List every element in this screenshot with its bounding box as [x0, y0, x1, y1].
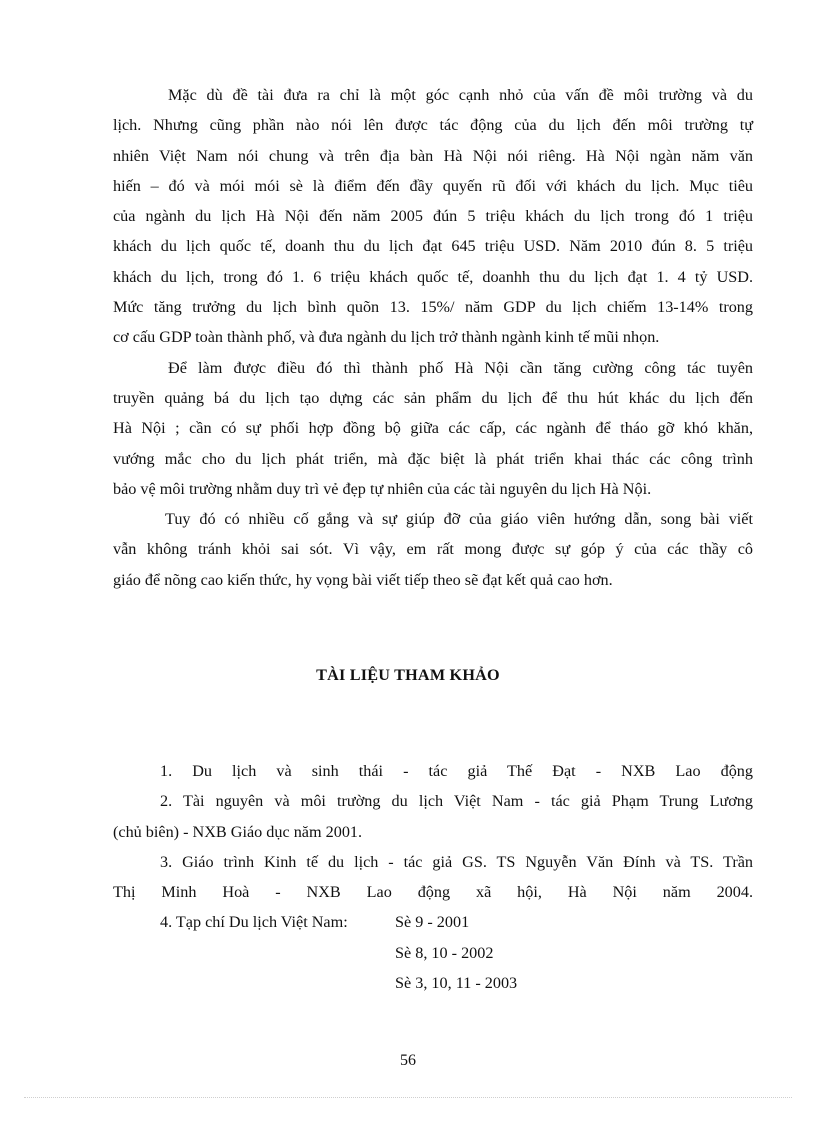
text-line: khách du lịch quốc tế, doanh thu du lịch đạt 645 triệu USD. Năm 2010 đún 8. 5 triệu: [113, 237, 753, 256]
text-line: cơ cấu GDP toàn thành phố, và đưa ngành du lịch trở thành ngành kinh tế mũi nhọn.: [113, 328, 660, 347]
paragraph-conclusion-2: [113, 353, 753, 504]
text-line: Tuy đó có nhiều cố gắng và sự giúp đỡ của giáo viên hướng dẫn, song bài viết: [165, 510, 753, 529]
text-line: truyền quảng bá du lịch tạo dựng các sản phẩm du lịch để thu hút khác du lịch đến: [113, 388, 753, 407]
text-line: vướng mắc cho du lịch phát triển, mà đặc biệt là phát triển khai thác các công trình: [113, 449, 753, 468]
text-line: vẫn không tránh khỏi sai sót. Vì vậy, em rất mong được sự góp ý của các thầy cô: [113, 540, 753, 559]
footer-divider: [24, 1097, 792, 1098]
text-line: Hà Nội ; cần có sự phối hợp đồng bộ giữa các cấp, các ngành để tháo gỡ khó khăn,: [113, 419, 753, 438]
reference-item: 1. Du lịch và sinh thái - tác giả Thế Đạt - NXB Lao động: [160, 762, 753, 780]
page-number: 56: [400, 1052, 416, 1069]
reference-item: 3. Giáo trình Kinh tế du lịch - tác giả GS. TS Nguyễn Văn Đính và TS. Trần: [160, 852, 753, 871]
references-list: [113, 756, 753, 998]
text-line: Để làm được điều đó thì thành phố Hà Nội cần tăng cường công tác tuyên: [168, 358, 753, 377]
body-text: [113, 80, 753, 595]
text-line: hiến – đó và mói mói sè là điểm đến đầy quyến rũ đối với khách du lịch. Mục tiêu: [113, 176, 753, 195]
text-line: lịch. Nhưng cũng phần nào nói lên được tác động của du lịch đến môi trường tự: [113, 116, 753, 135]
journal-issue: Sè 8, 10 - 2002: [395, 943, 494, 962]
reference-item-continuation: Thị Minh Hoà - NXB Lao động xã hội, Hà Nội năm 2004.: [113, 883, 753, 902]
text-line: khách du lịch, trong đó 1. 6 triệu khách quốc tế, doanhh thu du lịch đạt 1. 4 tỷ USD.: [113, 267, 753, 286]
reference-item-continuation: (chủ biên) - NXB Giáo dục năm 2001.: [113, 822, 363, 841]
journal-label: 4. Tạp chí Du lịch Việt Nam:: [160, 913, 348, 932]
text-line: bảo vệ môi trường nhằm duy trì vẻ đẹp tự nhiên của các tài nguyên du lịch Hà Nội.: [113, 479, 652, 498]
text-line: Mặc dù đề tài đưa ra chỉ là một góc cạnh nhỏ của vấn đề môi trường và du: [168, 86, 753, 104]
text-line: giáo để nõng cao kiến thức, hy vọng bài viết tiếp theo sẽ đạt kết quả cao hơn.: [113, 570, 613, 589]
reference-item: 2. Tài nguyên và môi trường du lịch Việt Nam - tác giả Phạm Trung Lương: [160, 792, 753, 811]
text-line: nhiên Việt Nam nói chung và trên địa bàn Hà Nội nói riêng. Hà Nội ngàn năm văn: [113, 146, 753, 165]
reference-item-4: [113, 907, 753, 937]
paragraph-conclusion-1: [113, 80, 753, 353]
paragraph-conclusion-3: [113, 504, 753, 595]
journal-issue: Sè 3, 10, 11 - 2003: [395, 974, 518, 993]
references-heading: TÀI LIỆU THAM KHẢO: [316, 666, 500, 684]
journal-issue: Sè 9 - 2001: [395, 913, 470, 932]
text-line: Mức tăng trưởng du lịch bình quõn 13. 15%/ năm GDP du lịch chiếm 13-14% trong: [113, 298, 753, 317]
text-line: của ngành du lịch Hà Nội đến năm 2005 đún 5 triệu khách du lịch trong đó 1 triệu: [113, 207, 753, 226]
